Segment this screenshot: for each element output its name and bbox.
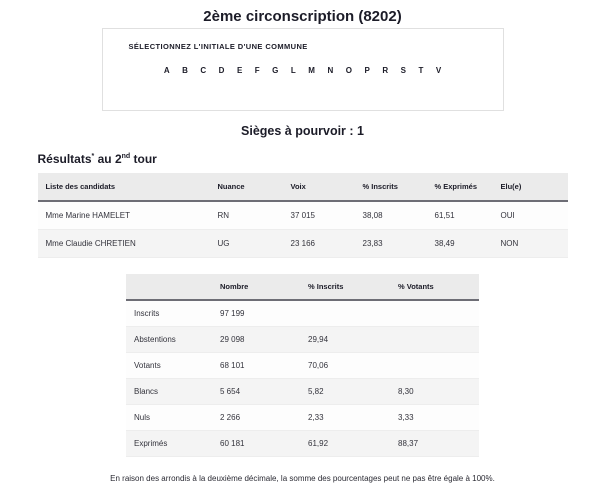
header-pct-inscrits: % Inscrits [355, 173, 427, 201]
participation-nombre-cell: 5 654 [212, 379, 300, 405]
results-heading-suffix: tour [130, 152, 157, 166]
participation-nombre-cell: 29 098 [212, 327, 300, 353]
header-pct-votants: % Votants [390, 274, 479, 300]
table-row [126, 327, 479, 353]
participation-label-cell: Votants [126, 353, 212, 379]
participation-nombre-cell: 68 101 [212, 353, 300, 379]
commune-letter-f[interactable]: F [254, 66, 260, 75]
candidate-elu-cell: NON [493, 230, 568, 258]
commune-letter-p[interactable]: P [364, 66, 370, 75]
commune-letter-n[interactable]: N [327, 66, 334, 75]
results-section [38, 152, 568, 258]
results-heading-sup: nd [121, 153, 131, 160]
candidates-table [38, 173, 568, 258]
table-row [126, 405, 479, 431]
participation-label-cell: Nuls [126, 405, 212, 431]
header-nombre: Nombre [212, 274, 300, 300]
header-empty [126, 274, 212, 300]
results-heading-prefix: Résultats [37, 152, 92, 166]
header-voix: Voix [283, 173, 355, 201]
table-row [38, 230, 568, 258]
participation-pct-votants-cell [390, 353, 479, 379]
commune-letter-r[interactable]: R [382, 66, 389, 75]
candidate-nuance-cell: UG [210, 230, 283, 258]
commune-letter-b[interactable]: B [182, 66, 188, 75]
participation-table [126, 274, 479, 457]
participation-pct-votants-cell: 88,37 [390, 431, 479, 457]
candidate-voix-cell: 37 015 [283, 201, 355, 230]
table-row [126, 300, 479, 327]
commune-letter-g[interactable]: G [272, 66, 279, 75]
candidate-pct-exprimes-cell: 38,49 [427, 230, 493, 258]
commune-letter-s[interactable]: S [400, 66, 406, 75]
results-heading-asterisk: * [91, 153, 95, 160]
rounding-footnote: En raison des arrondis à la deuxième décimale, la somme des pourcentages peut ne pas être égale à 100%. [110, 474, 495, 483]
table-row [126, 431, 479, 457]
commune-letter-list [103, 66, 503, 75]
participation-pct-inscrits-cell [300, 300, 390, 327]
commune-letter-t[interactable]: T [418, 66, 424, 75]
election-results-page [0, 8, 605, 483]
participation-label-cell: Inscrits [126, 300, 212, 327]
table-row [126, 379, 479, 405]
participation-label-cell: Exprimés [126, 431, 212, 457]
header-liste-des-candidats: Liste des candidats [38, 173, 210, 201]
participation-nombre-cell: 60 181 [212, 431, 300, 457]
table-row [38, 201, 568, 230]
candidate-pct-exprimes-cell: 61,51 [427, 201, 493, 230]
candidate-pct-inscrits-cell: 38,08 [355, 201, 427, 230]
participation-pct-inscrits-cell: 70,06 [300, 353, 390, 379]
candidate-name-cell: Mme Marine HAMELET [38, 201, 210, 230]
header-nuance: Nuance [210, 173, 283, 201]
candidates-header-row [38, 173, 568, 201]
participation-pct-votants-cell [390, 300, 479, 327]
commune-letter-d[interactable]: D [218, 66, 225, 75]
participation-pct-inscrits-cell: 61,92 [300, 431, 390, 457]
candidate-pct-inscrits-cell: 23,83 [355, 230, 427, 258]
participation-pct-votants-cell: 8,30 [390, 379, 479, 405]
participation-nombre-cell: 97 199 [212, 300, 300, 327]
candidate-name-cell: Mme Claudie CHRETIEN [38, 230, 210, 258]
results-heading-middle: au 2 [94, 152, 122, 166]
participation-pct-inscrits-cell: 5,82 [300, 379, 390, 405]
participation-nombre-cell: 2 266 [212, 405, 300, 431]
participation-pct-inscrits-cell: 2,33 [300, 405, 390, 431]
participation-header-row [126, 274, 479, 300]
candidate-elu-cell: OUI [493, 201, 568, 230]
page-title: 2ème circonscription (8202) [203, 8, 402, 25]
candidate-voix-cell: 23 166 [283, 230, 355, 258]
participation-pct-inscrits-cell: 29,94 [300, 327, 390, 353]
commune-letter-l[interactable]: L [290, 66, 296, 75]
table-row [126, 353, 479, 379]
seats-to-fill-label: Sièges à pourvoir : 1 [241, 124, 364, 138]
commune-letter-m[interactable]: M [308, 66, 315, 75]
commune-selector-panel [102, 28, 504, 111]
header-elu: Elu(e) [493, 173, 568, 201]
participation-pct-votants-cell: 3,33 [390, 405, 479, 431]
participation-pct-votants-cell [390, 327, 479, 353]
header-pct-inscrits: % Inscrits [300, 274, 390, 300]
participation-label-cell: Abstentions [126, 327, 212, 353]
header-pct-exprimes: % Exprimés [427, 173, 493, 201]
results-heading [38, 152, 568, 166]
participation-label-cell: Blancs [126, 379, 212, 405]
commune-letter-a[interactable]: A [163, 66, 170, 75]
candidate-nuance-cell: RN [210, 201, 283, 230]
commune-letter-v[interactable]: V [435, 66, 442, 75]
commune-letter-o[interactable]: O [345, 66, 352, 75]
commune-selector-label: SÉLECTIONNEZ L'INITIALE D'UNE COMMUNE [128, 42, 308, 51]
commune-letter-c[interactable]: C [200, 66, 207, 75]
commune-letter-e[interactable]: E [236, 66, 243, 75]
